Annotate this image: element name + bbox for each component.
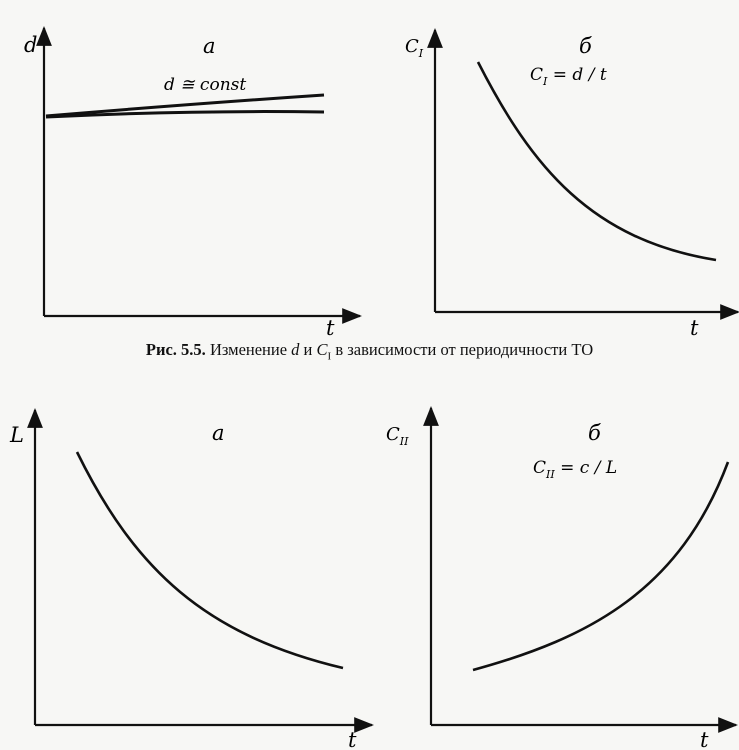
x-axis-label: t (700, 728, 709, 750)
caption-text-1: Изменение (209, 340, 288, 359)
panel-bottom-left (9, 410, 372, 750)
formula-c2: $C_{II} = c / L$ (533, 458, 618, 481)
panel-letter: а (212, 421, 225, 445)
panel-top-left (24, 28, 360, 340)
curve-c1 (478, 62, 716, 260)
curve-c2 (473, 462, 728, 670)
caption-text-and: и (303, 340, 313, 359)
panel-letter: б (579, 34, 592, 58)
formula-c1: $C_I = d / t$ (530, 65, 607, 88)
y-axis-label: d (24, 33, 38, 57)
curve-L (77, 452, 343, 668)
caption-text-2: в зависимости от периодичности ТО (335, 340, 594, 359)
x-axis-label: t (690, 316, 699, 340)
x-axis-label: t (326, 316, 335, 340)
x-axis-label: t (348, 728, 357, 750)
caption-var-c: $C_I$ (316, 340, 332, 363)
panel-bottom-right (386, 408, 736, 750)
y-axis-label: $C_{II}$ (386, 424, 409, 448)
y-axis-label: $C_I$ (405, 36, 424, 60)
panel-letter: б (588, 421, 601, 445)
caption-var-d: d (291, 340, 300, 359)
figure-caption (0, 340, 739, 362)
y-axis-label: L (10, 423, 24, 447)
annotation-d-const: d ≅ const (164, 75, 247, 95)
caption-label: Рис. 5.5. (145, 340, 206, 359)
panel-letter: а (203, 34, 216, 58)
panel-top-right (405, 30, 738, 340)
